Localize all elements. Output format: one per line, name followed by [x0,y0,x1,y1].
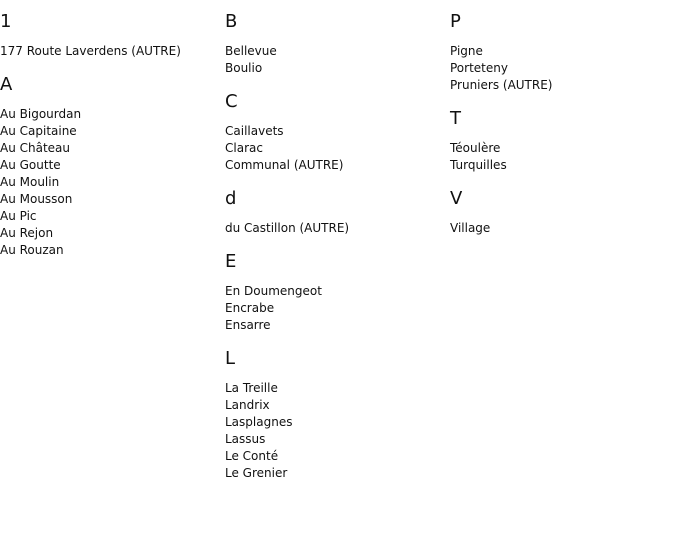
street-item[interactable]: Landrix [225,398,270,412]
street-list [225,380,445,482]
letter-group-l [225,348,445,482]
street-item[interactable]: Clarac [225,141,263,155]
street-item[interactable]: Lasplagnes [225,415,293,429]
street-item[interactable]: Communal (AUTRE) [225,158,344,172]
group-letter: 1 [0,11,12,32]
street-item[interactable]: Au Moulin [0,175,60,189]
street-item[interactable]: Village [450,221,491,235]
street-list [450,220,670,237]
street-item[interactable]: Bellevue [225,44,277,58]
group-letter: A [0,74,13,95]
street-list [450,43,670,94]
letter-group-d [225,188,445,237]
street-item[interactable]: En Doumengeot [225,284,322,298]
group-letter: L [225,348,236,369]
street-item[interactable]: Le Grenier [225,466,288,480]
street-item[interactable]: Au Bigourdan [0,107,82,121]
street-item[interactable]: Turquilles [450,158,507,172]
street-item[interactable]: La Treille [225,381,278,395]
street-item[interactable]: Le Conté [225,449,279,463]
street-item[interactable]: Au Pic [0,209,37,223]
street-item[interactable]: Caillavets [225,124,284,138]
street-item[interactable]: Téoulère [450,141,501,155]
group-letter: V [450,188,463,209]
letter-group-v [450,188,670,237]
street-item[interactable]: Au Capitaine [0,124,77,138]
group-letter: d [225,188,237,209]
letter-group-e [225,251,445,334]
street-item[interactable]: Pigne [450,44,483,58]
street-item[interactable]: 177 Route Laverdens (AUTRE) [0,44,181,58]
street-item[interactable]: Au Mousson [0,192,73,206]
street-item[interactable]: Lassus [225,432,266,446]
index-column-1 [0,0,220,273]
index-column-3 [450,0,670,251]
street-item[interactable]: Porteteny [450,61,508,75]
street-item[interactable]: Encrabe [225,301,275,315]
street-item[interactable]: Au Rejon [0,226,54,240]
group-letter: P [450,11,461,32]
letter-group-p [450,11,670,94]
letter-group-t [450,108,670,174]
street-item[interactable]: Au Rouzan [0,243,64,257]
street-item[interactable]: Boulio [225,61,263,75]
street-list [225,220,445,237]
street-list [450,140,670,174]
letter-group-b [225,11,445,77]
street-item[interactable]: Au Château [0,141,71,155]
group-letter: C [225,91,238,112]
letter-group-a [0,74,220,259]
street-list [225,43,445,77]
street-item[interactable]: Ensarre [225,318,271,332]
street-list [225,123,445,174]
letter-group-c [225,91,445,174]
group-letter: E [225,251,237,272]
group-letter: T [450,108,461,129]
letter-group-1 [0,11,220,60]
street-list [0,106,220,259]
street-item[interactable]: Pruniers (AUTRE) [450,78,553,92]
group-letter: B [225,11,238,32]
street-list [0,43,220,60]
street-item[interactable]: du Castillon (AUTRE) [225,221,350,235]
street-item[interactable]: Au Goutte [0,158,61,172]
index-column-2 [225,0,445,496]
street-list [225,283,445,334]
